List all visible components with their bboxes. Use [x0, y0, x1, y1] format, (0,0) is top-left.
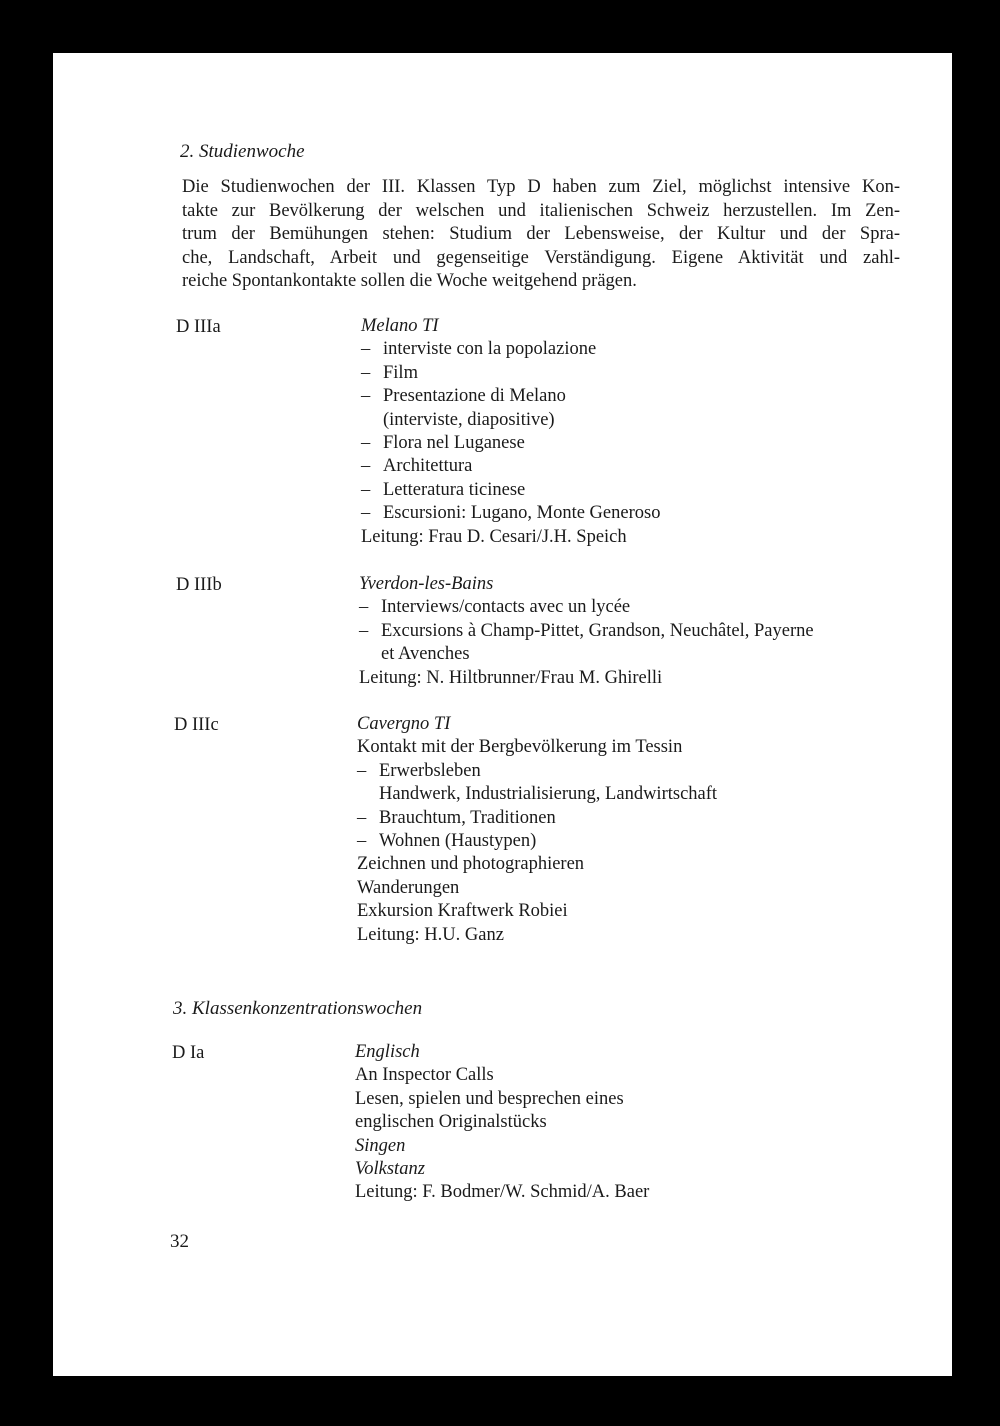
leader-line: Leitung: H.U. Ganz	[357, 924, 504, 945]
italic-line: Volkstanz	[355, 1159, 425, 1180]
list-item: – Flora nel Luganese	[361, 433, 525, 454]
list-item: – interviste con la popolazione	[361, 339, 597, 360]
list-item: – Letteratura ticinese	[361, 479, 526, 500]
entry-title: Yverdon-les-Bains	[359, 574, 494, 594]
class-code: D Ia	[172, 1043, 205, 1063]
paragraph-line: reiche Spontankontakte sollen die Woche weitgehend prägen.	[182, 271, 637, 291]
entry-title: Cavergno TI	[357, 714, 451, 734]
entry-d-iiia	[361, 315, 660, 549]
class-code: D IIIb	[176, 575, 222, 595]
leader-line: Leitung: Frau D. Cesari/J.H. Speich	[361, 526, 627, 547]
plain-line: Exkursion Kraftwerk Robiei	[357, 901, 568, 922]
list-item-continuation: (interviste, diapositive)	[383, 409, 555, 430]
list-item: – Erwerbsleben	[357, 760, 481, 781]
italic-line: Singen	[355, 1135, 406, 1156]
plain-line: Lesen, spielen und besprechen eines	[355, 1088, 624, 1109]
section-heading-klassenkonzentrationswochen: 3. Klassenkonzentrationswochen	[173, 998, 423, 1019]
document-page	[53, 53, 952, 1376]
class-code: D IIIc	[174, 715, 219, 735]
entry-d-iiib	[359, 573, 814, 690]
list-item: – Architettura	[361, 456, 473, 477]
paragraph-line: trum der Bemühungen stehen: Studium der Lebensweise, der Kultur und der Spra-	[182, 224, 900, 244]
plain-line: Wanderungen	[357, 877, 460, 898]
entry-d-ia	[355, 1041, 649, 1205]
section-heading-studienwoche: 2. Studienwoche	[180, 141, 305, 162]
plain-line: englischen Originalstücks	[355, 1112, 547, 1133]
class-code: D IIIa	[176, 317, 221, 337]
list-item-continuation: Handwerk, Industrialisierung, Landwirtschaft	[379, 784, 718, 805]
paragraph-line: che, Landschaft, Arbeit und gegenseitige Verständigung. Eigene Aktivität und zahl-	[182, 247, 900, 268]
entry-subtitle: Kontakt mit der Bergbevölkerung im Tessin	[357, 737, 683, 758]
paragraph-line: takte zur Bevölkerung der welschen und italienischen Schweiz herzustellen. Im Zen-	[182, 200, 900, 221]
entry-d-iiic	[357, 713, 717, 947]
list-item: – Escursioni: Lugano, Monte Generoso	[361, 503, 661, 524]
list-item: – Brauchtum, Traditionen	[357, 807, 556, 828]
list-item-continuation: et Avenches	[381, 644, 470, 665]
entry-title: Englisch	[355, 1042, 420, 1062]
plain-line: Zeichnen und photographieren	[357, 854, 585, 875]
page-number: 32	[170, 1231, 189, 1252]
list-item: – Wohnen (Haustypen)	[357, 831, 537, 852]
leader-line: Leitung: F. Bodmer/W. Schmid/A. Baer	[355, 1182, 650, 1203]
leader-line: Leitung: N. Hiltbrunner/Frau M. Ghirelli	[359, 667, 663, 688]
list-item: – Presentazione di Melano	[361, 386, 566, 407]
list-item: – Film	[361, 362, 418, 383]
entry-title: Melano TI	[361, 316, 439, 336]
list-item: – Interviews/contacts avec un lycée	[359, 597, 631, 618]
plain-line: An Inspector Calls	[355, 1065, 494, 1086]
paragraph-line: Die Studienwochen der III. Klassen Typ D haben zum Ziel, möglichst intensive Kon-	[182, 177, 900, 197]
intro-paragraph	[182, 176, 900, 294]
list-item: – Excursions à Champ-Pittet, Grandson, Neuchâtel, Payerne	[359, 620, 814, 641]
